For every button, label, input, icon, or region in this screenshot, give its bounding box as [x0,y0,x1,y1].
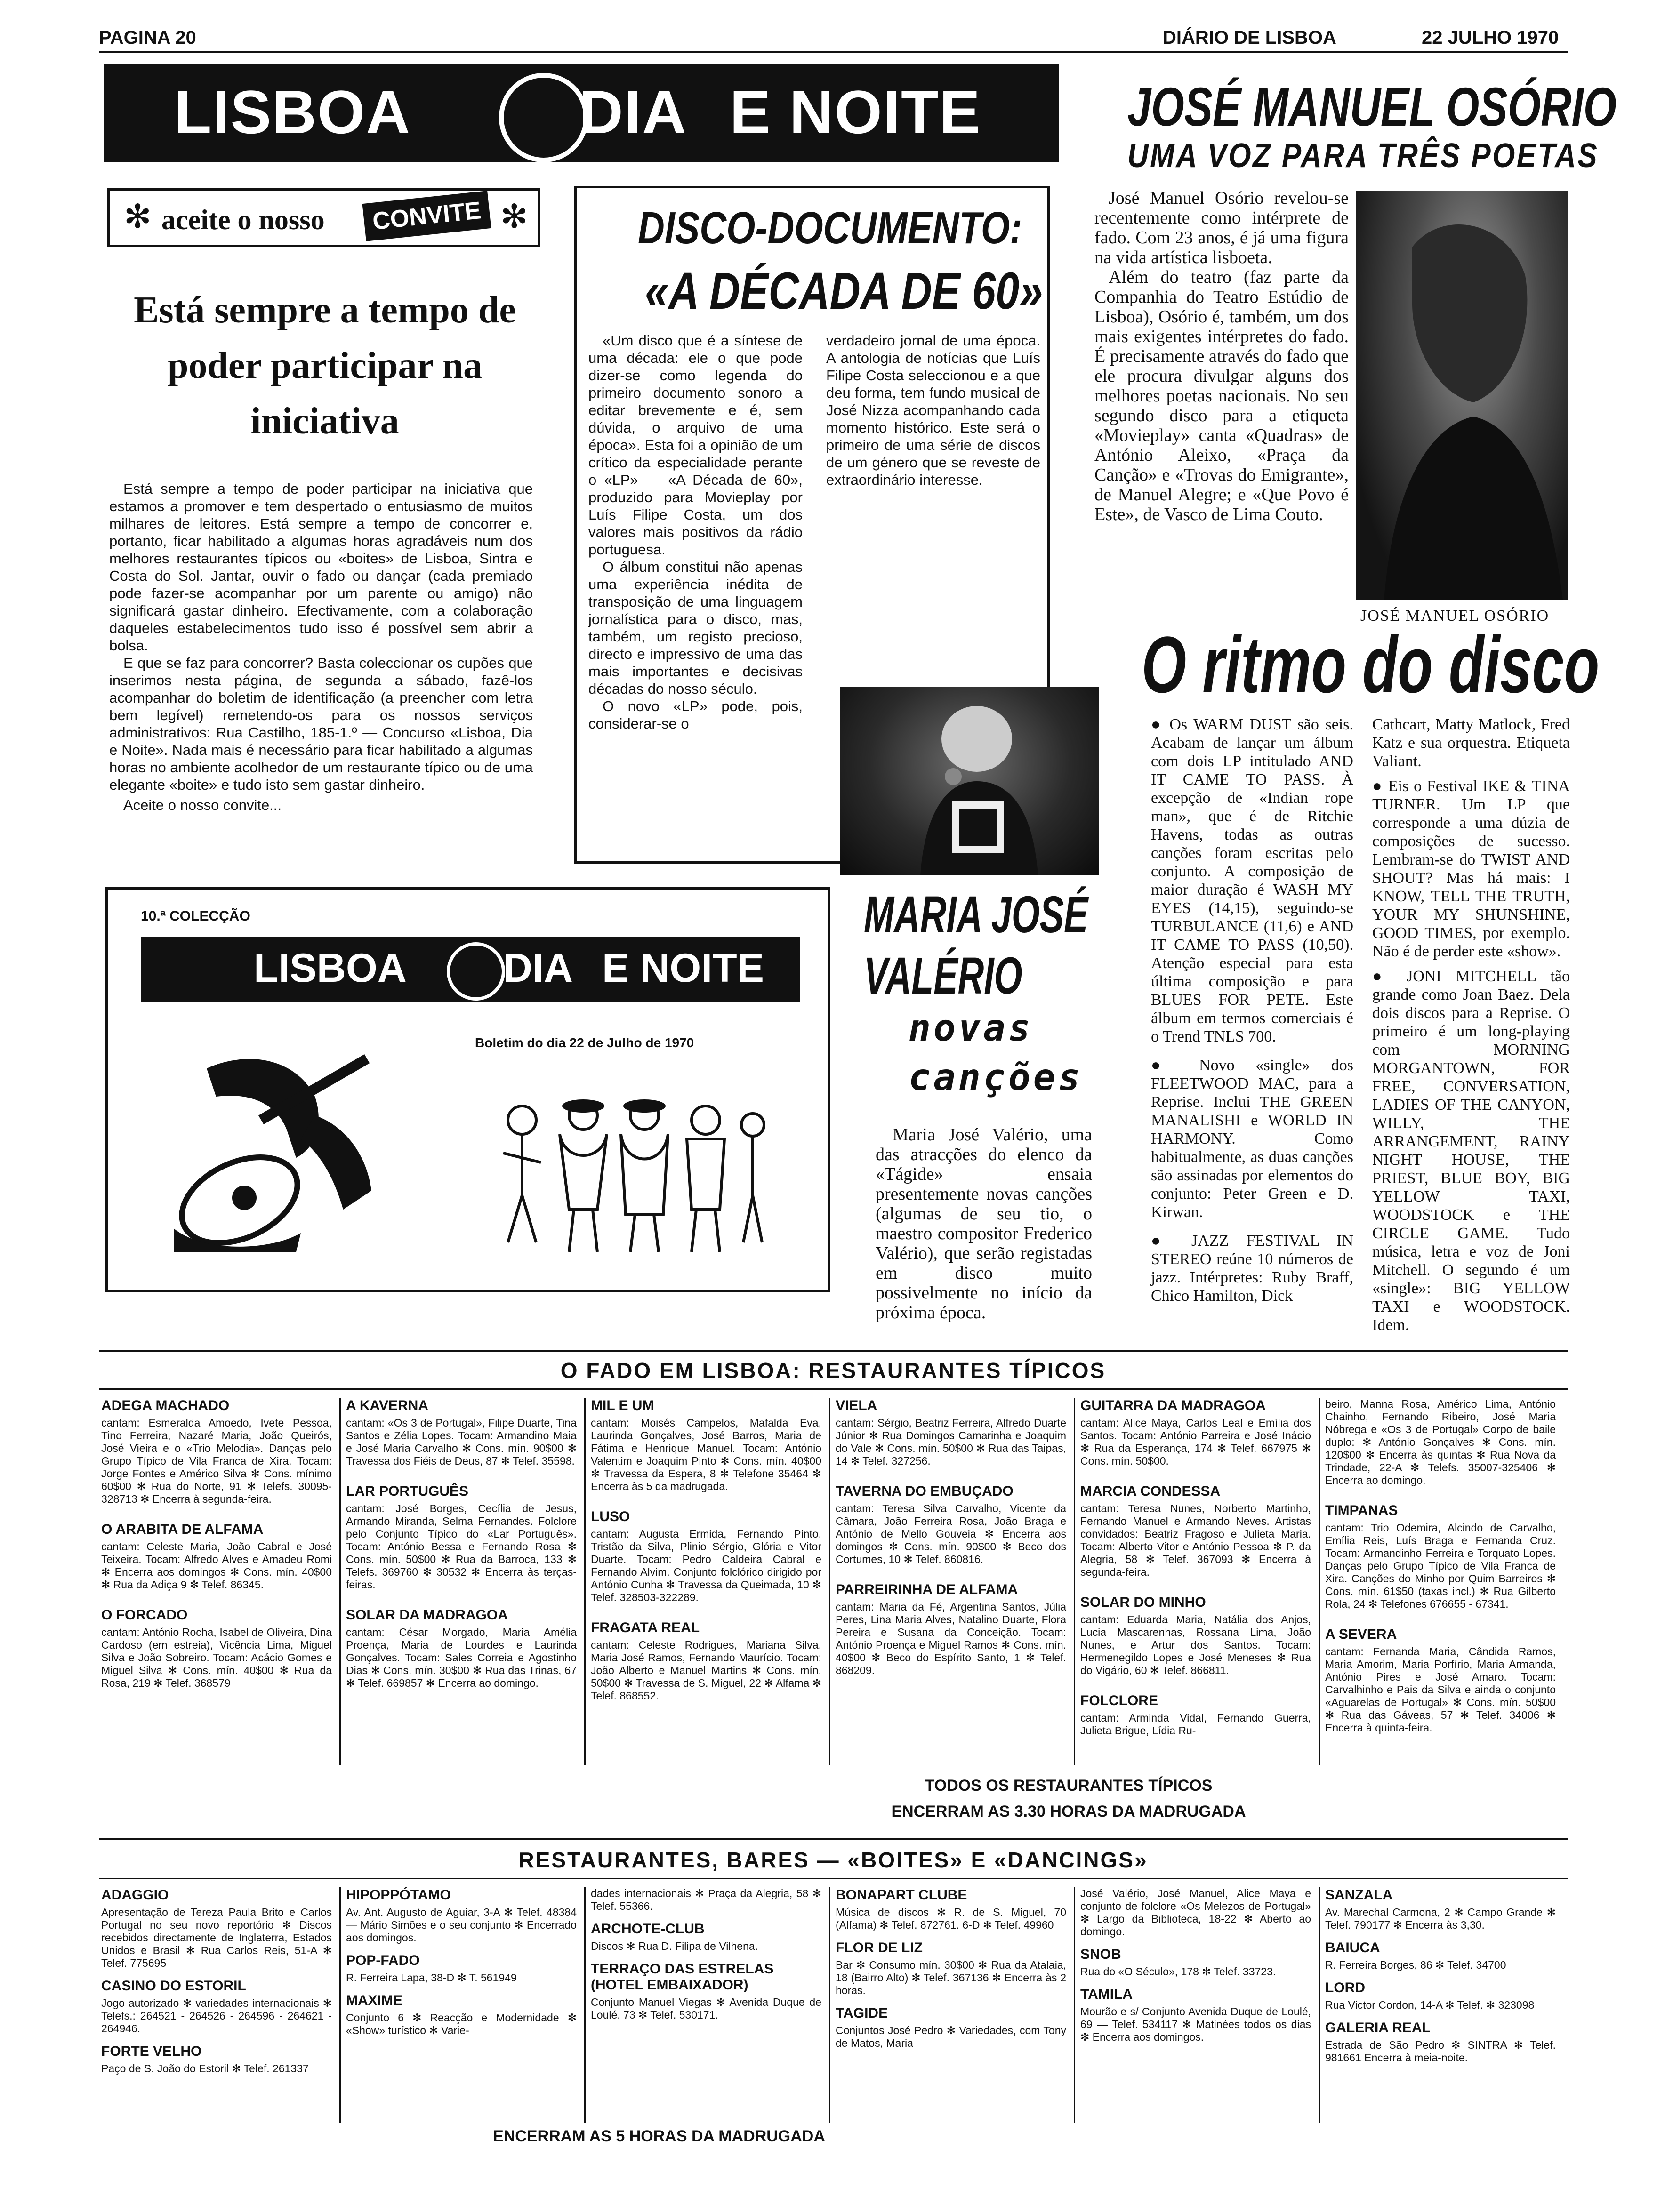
listing-name: LAR PORTUGUÊS [346,1483,469,1499]
fado-title-rule [99,1388,1568,1390]
disco-column-1 [588,332,803,732]
listing-entry [1325,1627,1556,1734]
listing-entry [346,1887,577,1944]
convite-box-text: aceite o nosso [161,204,325,235]
listing-name: FRAGATA REAL [591,1620,700,1635]
listing-name: FORTE VELHO [101,2044,202,2059]
listing-entry [346,1398,577,1467]
listing-details: cantam: Teresa Silva Carvalho, Vicente da Câmara, João Ferreira Rosa, João Braga e António de Mello Gouveia ✻ Encerra aos domingos ✻ Cons. mín. 90$00 ✻ Beco dos Cortumes, 10 ✻ Telef. 860816. [836,1502,1066,1565]
ritmo-item: Cathcart, Matty Matlock, Fred Katz e sua orquestra. Etiqueta Valiant. [1372,716,1570,770]
listing-entry [1080,1987,1311,2044]
newspaper-name: DIÁRIO DE LISBOA [1163,27,1336,48]
masthead-rule [99,51,1568,53]
column-divider [339,1398,341,1765]
listing-details: Rua do «O Século», 178 ✻ Telef. 33723. [1080,1965,1276,1978]
listing-details: cantam: «Os 3 de Portugal», Filipe Duarte, Tina Santos e Zélia Lopes. Tocam: Armandino Maia e José Maria Carvalho ✻ Cons. mín. 90$00 ✻ Travessa dos Fiéis de Deus, 87 ✻ Telef. 35598. [346,1417,577,1467]
lisboa-dia-noite-banner [104,64,1059,162]
ritmo-item: ● JONI MITCHELL tão grande como Joan Baez. Dela dois discos para a Reprise. O primeiro é um long-playing com MORNING MORGANTOWN, FOR FREE, CONVERSATION, LADIES OF THE CANYON, WILLY, THE ARRANGEMENT, RAINY NIGHT HOUSE, THE PRIEST, BLUE BOY, BIG YELLOW TAXI, WOODSTOCK e THE CIRCLE GAME. Tudo música, letra e voz de Joni Mitchell. O segundo é um «single»: BIG YELLOW TAXI e WOODSTOCK. Idem. [1372,968,1570,1334]
listing-details: cantam: Moisés Campelos, Mafalda Eva, Laurinda Gonçalves, José Barros, Maria de Fátima e Henrique Manuel. Tocam: António Valentim e Joaquim Pinto ✻ Cons. mín. 40$00 ✻ Travessa da Espera, 8 ✻ Telefone 35464 ✻ Encerra às 5 da madrugada. [591,1417,821,1492]
listing-details: cantam: Eduarda Maria, Natália dos Anjos, Lucia Mascarenhas, Rossana Lima, João Nunes, e Artur dos Santos. Tocam: Hermenegildo Lopes e José Meneses ✻ Rua do Vigário, 60 ✻ Telef. 866811. [1080,1613,1311,1676]
boites-column [1080,1887,1311,2123]
listing-entry [1325,1887,1556,1931]
listing-details: cantam: António Rocha, Isabel de Oliveira, Dina Cardoso (em estreia), Vicência Lima, Miguel Silva e João Sobreiro. Tocam: Acácio Gomes e Miguel Silva ✻ Cons. mín. 40$00 ✻ Rua da Rosa, 219 ✻ Telef. 368579 [101,1626,332,1689]
fado-closing-note-2: ENCERRAM AS 3.30 HORAS DA MADRUGADA [891,1803,1246,1820]
coupon-boletim: Boletim do dia 22 de Julho de 1970 [475,1035,694,1050]
column-divider [1319,1887,1320,2123]
banner-e-noite: E NOITE [730,78,981,146]
listing-details: Rua Victor Cordon, 14-A ✻ Telef. ✻ 323098 [1325,1999,1535,2011]
listing-name: MIL E UM [591,1398,654,1413]
osorio-paragraph: José Manuel Osório revelou-se recentemente como intérprete de fado. Com 23 anos, é já uma figura na vida artística lisboeta. [1094,188,1349,267]
listing-name: O FORCADO [101,1607,188,1623]
listing-entry [1325,1940,1556,1972]
fado-column [346,1398,577,1765]
listing-entry [1325,1980,1556,2012]
listing-entry [836,1887,1066,1931]
listing-name: FLOR DE LIZ [836,1940,923,1956]
listing-name: PARREIRINHA DE ALFAMA [836,1582,1018,1597]
convite-paragraph: E que se faz para concorrer? Basta coleccionar os cupões que inserimos nesta página, de segunda a sábado, fazê-los acompanhar do boletim de identificação (a preencher com letra bem legível) remetendo-os para os nossos serviços administrativos: Rua Castilho, 185-1.º — Concurso «Lisboa, Dia e Noite». Nada mais é necessário para ficar habilitado a algumas horas no ambiente acolhedor de um restaurante típico ou de uma elegante «boite» e tudo isto sem gastar dinheiro. [109,655,533,793]
convite-paragraph: Está sempre a tempo de poder participar na iniciativa que estamos a promover e tem despertado o entusiasmo de muitos milhares de leitores. Está sempre a tempo de concorrer e, portanto, ficar habilitado a algumas horas agradáveis num dos melhores restaurantes típicos ou «boites» de Lisboa, Sintra e Costa do Sol. Jantar, ouvir o fado ou dançar (cada premiado pode fazer-se acompanhar por um parente ou amigo) não significará gastar dinheiro. Efectivamente, com a colaboração daqueles estabelecimentos tudo isso é possível sem abrir a bolsa. [109,481,533,654]
listing-entry [1080,1887,1311,1938]
listing-name: VIELA [836,1398,877,1413]
fado-closing-note-1: TODOS OS RESTAURANTES TÍPICOS [925,1777,1213,1795]
listing-name: BONAPART CLUBE [836,1887,967,1903]
banner-lisboa: LISBOA [174,78,411,146]
listing-entry [101,1978,332,2035]
fado-column [591,1398,821,1765]
listing-details: cantam: Fernanda Maria, Cândida Ramos, Maria Amorim, Maria Porfírio, Maria Armanda, António Pires e José Amaro. Tocam: Carvalhinho e Pais da Silva e ainda o conjunto «Aguarelas de Portugal» ✻ Cons. mín. 50$00 ✻ Rua das Gáveas, 57 ✻ Telef. 34006 ✻ Encerra à quinta-feira. [1325,1645,1556,1734]
boites-closing-note: ENCERRAM AS 5 HORAS DA MADRUGADA [493,2127,825,2145]
boites-title-rule [99,1878,1568,1879]
coupon-collection: 10.ª COLECÇÃO [141,908,250,924]
column-divider [584,1398,586,1765]
osorio-photo [1356,191,1568,600]
listing-details: Conjunto 6 ✻ Reacção e Modernidade ✻ «Show» turístico ✻ Varie- [346,2012,577,2036]
dancers-illustration [484,1087,776,1266]
listing-entry [101,1607,332,1690]
listing-details: José Valério, José Manuel, Alice Maya e conjunto de folclore «Os Melezos de Portugal» ✻ Largo da Biblioteca, 18-22 ✻ Aberto ao domingo. [1080,1887,1311,1938]
listing-details: cantam: Celeste Maria, João Cabral e José Teixeira. Tocam: Alfredo Alves e Amadeu Romi ✻ Encerra aos domingos ✻ Cons. mín. 40$00 ✻ Rua da Adiça 9 ✻ Telef. 86345. [101,1540,332,1591]
disco-paragraph: verdadeiro jornal de uma época. A antologia de notícias que Luís Filipe Costa seleccionou e a que deu forma, tem fundo musical de José Nizza acompanhando cada momento histórico. Este será o primeiro de uma série de discos de um género que se reveste de extraordinário interesse. [826,332,1040,488]
listing-entry [346,1607,577,1690]
valerio-sub-1: novas [909,1007,1033,1050]
asterisk-icon: ✻ [500,198,528,235]
listing-details: dades internacionais ✻ Praça da Alegria, 58 ✻ Telef. 55366. [591,1887,821,1912]
boites-column [1325,1887,1556,2123]
listing-details: Música de discos ✻ R. de S. Miguel, 70 (Alfama) ✻ Telef. 872761. 6-D ✻ Telef. 49960 [836,1906,1066,1931]
listing-name: GUITARRA DA MADRAGOA [1080,1398,1266,1413]
listing-details: cantam: Teresa Nunes, Norberto Martinho, Fernando Manuel e Armando Neves. Artistas convidados: Beatriz Fragoso e Julieta Maria. Tocam: Alberto Vitor e António Pessoa ✻ P. da Alegria, 58 ✻ Telef. 367093 ✻ Encerra à segunda-feira. [1080,1502,1311,1578]
listing-entry [1080,1693,1311,1737]
fado-top-rule [99,1350,1568,1352]
listing-details: Apresentação de Tereza Paula Brito e Carlos Portugal no seu novo reportório ✻ Discos recebidos directamente de Inglaterra, Estados Unidos e Brasil ✻ Rua Carlos Reis, 51-A ✻ Telef. 775695 [101,1906,332,1969]
listing-name: SNOB [1080,1947,1121,1962]
boites-top-rule [99,1838,1568,1840]
boites-section-title: RESTAURANTES, BARES — «BOITES» E «DANCINGS» [518,1848,1148,1872]
listing-details: cantam: Celeste Rodrigues, Mariana Silva, Maria José Ramos, Fernando Maurício. Tocam: João Alberto e Manuel Martins ✻ Cons. mín. 50$00 ✻ Travessa de S. Miguel, 22 ✻ Alfama ✻ Telef. 868552. [591,1639,821,1702]
listing-name: MARCIA CONDESSA [1080,1483,1221,1499]
listing-details: cantam: Alice Maya, Carlos Leal e Emília dos Santos. Tocam: António Parreira e José Inácio ✻ Rua da Esperança, 174 ✻ Telef. 667975 ✻ Cons. mín. 50$00. [1080,1417,1311,1467]
column-divider [829,1398,830,1765]
boites-column [836,1887,1066,2123]
listing-entry [101,2044,332,2075]
listing-name: ADAGGIO [101,1887,169,1903]
listing-entry [101,1522,332,1591]
ritmo-item: ● Novo «single» dos FLEETWOOD MAC, para a Reprise. Inclui THE GREEN MANALISHI e WORLD IN HARMONY. Como habitualmente, as duas canções são assinadas por elementos do conjunto: Peter Green e D. Kirwan. [1151,1057,1353,1221]
column-divider [829,1887,830,2123]
listing-name: TAGIDE [836,2005,888,2021]
ritmo-column-1 [1151,715,1353,1305]
fado-section-title: O FADO EM LISBOA: RESTAURANTES TÍPICOS [560,1358,1106,1383]
listing-details: Av. Ant. Augusto de Aguiar, 3-A ✻ Telef. 48384 — Mário Simões e o seu conjunto ✻ Encerrado aos domingos. [346,1906,577,1944]
listing-entry [1325,1398,1556,1487]
listing-entry [101,1398,332,1506]
listing-name: A SEVERA [1325,1627,1397,1642]
ritmo-headline: O ritmo do disco [1142,620,1600,710]
listing-name: TIMPANAS [1325,1503,1398,1518]
ritmo-item: ● Os WARM DUST são seis. Acabam de lançar um álbum com dois LP intitulado AND IT CAME TO PASS. À excepção de «Indian rope man», que é de Ritchie Havens, todas as outras canções foram escritas pelo conjunto. A composição de maior duração é WASH MY EYES (14,15), seguindo-se TURBULANCE (11,6) e AND IT CAME TO PASS (10,50). Atenção especial para esta última composição e para BLUES FOR PETE. Este álbum em termos comerciais é o Trend TNLS 700. [1151,716,1353,1045]
listing-entry [591,1509,821,1604]
listing-entry [1080,1947,1311,1978]
fado-column [101,1398,332,1765]
coupon-banner-lisboa: LISBOA [254,946,407,991]
listing-name: ADEGA MACHADO [101,1398,230,1413]
listing-name: MAXIME [346,1993,402,2008]
osorio-article [1094,188,1349,524]
listing-details: R. Ferreira Borges, 86 ✻ Telef. 34700 [1325,1959,1506,1971]
listing-entry [1325,1503,1556,1611]
maria-jose-valerio-photo [840,687,1099,875]
column-divider [1074,1398,1075,1765]
listing-details: cantam: César Morgado, Maria Amélia Proença, Maria de Lourdes e Laurinda Gonçalves. Tocam: Sales Correia e Agostinho Dias ✻ Cons. mín. 30$00 ✻ Rua das Trinas, 67 ✻ Telef. 669857 ✻ Encerra ao domingo. [346,1626,577,1689]
listing-entry [101,1887,332,1970]
listing-entry [346,1483,577,1591]
listing-entry [591,1887,821,1913]
disco-headline-2: «A DÉCADA DE 60» [645,262,1043,320]
valerio-headline-2: VALÉRIO [864,947,1022,1005]
boites-column [591,1887,821,2123]
listing-entry [836,1483,1066,1566]
fado-column [836,1398,1066,1765]
coupon-banner [141,937,800,1002]
boites-column [101,1887,332,2123]
disco-paragraph: O novo «LP» pode, pois, considerar-se o [588,698,803,732]
disco-paragraph: O álbum constitui não apenas uma experiência inédita de transposição de uma linguagem jornalística para o disco, mas, também, um registo precioso, directo e impressivo de uma das mais importantes e decisivas décadas do nosso século. [588,559,803,697]
listing-details: cantam: Arminda Vidal, Fernando Guerra, Julieta Brigue, Lídia Ru- [1080,1712,1311,1737]
listing-entry [1080,1398,1311,1467]
listing-name: TAVERNA DO EMBUÇADO [836,1483,1014,1499]
listing-details: Jogo autorizado ✻ variedades internacionais ✻ Telefs.: 264521 - 264526 - 264596 - 264621 - 264946. [101,1997,332,2035]
listing-name: CASINO DO ESTORIL [101,1978,246,1994]
column-divider [339,1887,341,2123]
convite-article [109,480,533,814]
listing-entry [836,2005,1066,2050]
ritmo-item: ● JAZZ FESTIVAL IN STEREO reúne 10 números de jazz. Intérpretes: Ruby Braff, Chico Hamilton, Dick [1151,1232,1353,1305]
listing-entry [1080,1595,1311,1677]
singer-silhouette [840,687,1099,875]
guitar-fado-illustration [145,1031,428,1261]
osorio-headline-2: UMA VOZ PARA TRÊS POETAS [1127,137,1599,175]
listing-details: Conjuntos José Pedro ✻ Variedades, com Tony de Matos, Maria [836,2024,1066,2049]
listing-name: LORD [1325,1980,1365,1996]
listing-name: TAMILA [1080,1987,1133,2002]
listing-entry [1080,1483,1311,1579]
sun-emblem-icon [499,73,588,162]
convite-box [107,188,540,247]
listing-details: cantam: Augusta Ermida, Fernando Pinto, Tristão da Silva, Plinio Sérgio, Glória e Vitor Duarte. Tocam: Pedro Caldeira Cabral e Fernando Alvim. Conjunto folclórico dirigido por António Cunha ✻ Travessa da Queimada, 10 ✻ Telef. 328503-322289. [591,1528,821,1603]
convite-paragraph: Aceite o nosso convite... [123,797,282,813]
listing-details: cantam: Sérgio, Beatriz Ferreira, Alfredo Duarte Júnior ✻ Rua Domingos Camarinha e Joaquim do Vale ✻ Cons. mín. 50$00 ✻ Rua das Taipas, 14 ✻ Telef. 327256. [836,1417,1066,1467]
listing-entry [346,1953,577,1984]
asterisk-icon: ✻ [124,198,152,235]
listing-details: cantam: Esmeralda Amoedo, Ivete Pessoa, Tino Ferreira, Nazaré Maria, João Queirós, José Vieira e o «Trio Melodia». Danças pelo Grupo Típico de Vila Franca de Xira. Tocam: Jorge Fontes e Américo Silva ✻ Cons. mínimo 60$00 ✻ Rua do Norte, 91 ✻ Telefs. 30095-328713 ✻ Encerra à segunda-feira. [101,1417,332,1505]
coupon-banner-e-noite: E NOITE [602,946,764,991]
listing-entry [836,1940,1066,1997]
column-divider [1319,1398,1320,1765]
listing-name: SANZALA [1325,1887,1393,1903]
listing-details: R. Ferreira Lapa, 38-D ✻ T. 561949 [346,1972,517,1984]
coupon[interactable] [105,887,830,1292]
listing-name: POP-FADO [346,1953,420,1968]
boites-column [346,1887,577,2123]
listing-details: beiro, Manna Rosa, Américo Lima, António Chainho, Fernando Ribeiro, José Maria Nóbrega e «Os 3 de Portugal» Corpo de baile duplo: ✻ António Gonçalves ✻ Cons. mín. 120$00 ✻ Encerra às quintas ✻ Rua Nova da Trindade, 22-A ✻ Telefs. 35007-325406 ✻ Encerra ao domingo. [1325,1398,1556,1486]
listing-details: cantam: Trio Odemira, Alcindo de Carvalho, Emília Reis, Luís Braga e Fernanda Cruz. Tocam: Armandinho Ferreira e Torquato Lopes. Danças pelo Grupo Típico de Vila Franca de Xira. Canções do Minho por Quim Barreiros ✻ Cons. mín. 61$50 (taxas incl.) ✻ Rua Gilberto Rola, 24 ✻ Telefones 676655 - 67341. [1325,1522,1556,1610]
portrait-silhouette [1356,191,1568,600]
listing-name: TERRAÇO DAS ESTRELAS (HOTEL EMBAIXADOR) [591,1961,774,1993]
ritmo-column-2 [1372,715,1570,1334]
listing-details: Mourão e s/ Conjunto Avenida Duque de Loulé, 69 — Telef. 534117 ✻ Matinées todos os dias ✻ Encerra aos domingos. [1080,2005,1311,2043]
disco-paragraph: «Um disco que é a síntese de uma década: ele o que pode dizer-se como legenda do primeiro documento sonoro a editar brevemente e é, sem dúvida, o arquivo de uma época». Esta foi a opinião de um crítico da especialidade perante o «LP» — «A Década de 60», produzido para Movieplay por Luís Filipe Costa, um dos valores mais positivos da rádio portuguesa. [588,332,803,558]
listing-name: HIPOPPÓTAMO [346,1887,451,1903]
valerio-sub-2: canções [909,1057,1083,1099]
listing-name: FOLCLORE [1080,1693,1158,1708]
convite-tag: CONVITE [362,191,491,241]
banner-dia: DIA [579,78,687,146]
listing-name: BAIUCA [1325,1940,1380,1956]
listing-details: Paço de S. João do Estoril ✻ Telef. 261337 [101,2062,309,2075]
listing-details: Bar ✻ Consumo mín. 30$00 ✻ Rua da Atalaia, 18 (Bairro Alto) ✻ Telef. 367136 ✻ Encerra às 2 horas. [836,1959,1066,1996]
osorio-paragraph: Além do teatro (faz parte da Companhia do Teatro Estúdio de Lisboa), Osório é, também, um dos mais exigentes intérpretes do fado. É precisamente através do fado que ele procura divulgar alguns dos melhores poetas nacionais. No seu segundo disco para a etiqueta «Movieplay» canta «Quadras» de António Aleixo, «Praça da Canção» e «Trovas do Emigrante», de Manuel Alegre; e «Que Povo é Este», de Vasco de Lima Couto. [1094,267,1349,524]
issue-date: 22 JULHO 1970 [1422,27,1559,48]
listing-details: cantam: José Borges, Cecília de Jesus, Armando Miranda, Selma Fernandes. Folclore pelo Conjunto Típico do «Lar Português». Tocam: António Bessa e Fernando Rosa ✻ Cons. mín. 50$00 ✻ Rua da Barroca, 133 ✻ Telefs. 369760 ✻ 30532 ✻ Encerra às terças-feiras. [346,1502,577,1591]
listing-details: Conjunto Manuel Viegas ✻ Avenida Duque de Loulé, 73 ✻ Telef. 530171. [591,1996,821,2021]
listing-name: A KAVERNA [346,1398,429,1413]
column-divider [1074,1887,1075,2123]
coupon-banner-dia: DIA [503,946,573,991]
listing-name: GALERIA REAL [1325,2020,1431,2036]
listing-entry [836,1582,1066,1677]
osorio-caption: JOSÉ MANUEL OSÓRIO [1360,607,1550,625]
listing-name: SOLAR DA MADRAGOA [346,1607,508,1623]
listing-entry [836,1398,1066,1467]
listing-entry [346,1993,577,2037]
listing-entry [591,1921,821,1953]
listing-entry [591,1961,821,2021]
disco-headline-1: DISCO-DOCUMENTO: [638,203,1022,253]
valerio-headline-1: MARIA JOSÉ [864,886,1088,944]
listing-name: O ARABITA DE ALFAMA [101,1522,264,1537]
listing-details: Estrada de São Pedro ✻ SINTRA ✻ Telef. 981661 Encerra à meia-noite. [1325,2039,1556,2064]
listing-details: Discos ✻ Rua D. Filipa de Vilhena. [591,1940,758,1952]
disco-column-2 [826,332,1040,489]
convite-headline: Está sempre a tempo de poder participar na iniciativa [134,289,516,442]
listing-name: LUSO [591,1509,630,1524]
fado-column [1080,1398,1311,1765]
column-divider [584,1887,586,2123]
page-number: PAGINA 20 [99,27,196,48]
listing-entry [1325,2020,1556,2064]
listing-details: cantam: Maria da Fé, Argentina Santos, Júlia Peres, Lina Maria Alves, Natalino Duarte, Flora Pereira e Susana da Conceição. Tocam: António Proença e Miguel Ramos ✻ Cons. mín. 40$00 ✻ Beco do Espírito Santo, 1 ✻ Telef. 868209. [836,1601,1066,1676]
listing-entry [591,1398,821,1493]
listing-details: Av. Marechal Carmona, 2 ✻ Campo Grande ✻ Telef. 790177 ✻ Encerra às 3,30. [1325,1906,1556,1931]
listing-name: SOLAR DO MINHO [1080,1595,1206,1610]
osorio-headline-1: JOSÉ MANUEL OSÓRIO [1127,76,1617,137]
sun-emblem-icon [447,942,505,1001]
fado-column [1325,1398,1556,1765]
ritmo-item: ● Eis o Festival IKE & TINA TURNER. Um LP que corresponde a uma dúzia de composições de sucesso. Lembram-se do TWIST AND SHOUT? Mas há mais: I KNOW, TELL THE TRUTH, YOUR MY SHUNSHINE, GOOD TIMES, por exemplo. Não é de perder este «show». [1372,777,1570,960]
listing-entry [591,1620,821,1702]
listing-name: ARCHOTE-CLUB [591,1921,705,1937]
valerio-text: Maria José Valério, uma das atracções do elenco da «Tágide» ensaia presentemente novas canções (algumas de seu tio, o maestro compositor Frederico Valério), que serão registadas em disco muito possivelmente no início da próxima época. [876,1125,1092,1322]
